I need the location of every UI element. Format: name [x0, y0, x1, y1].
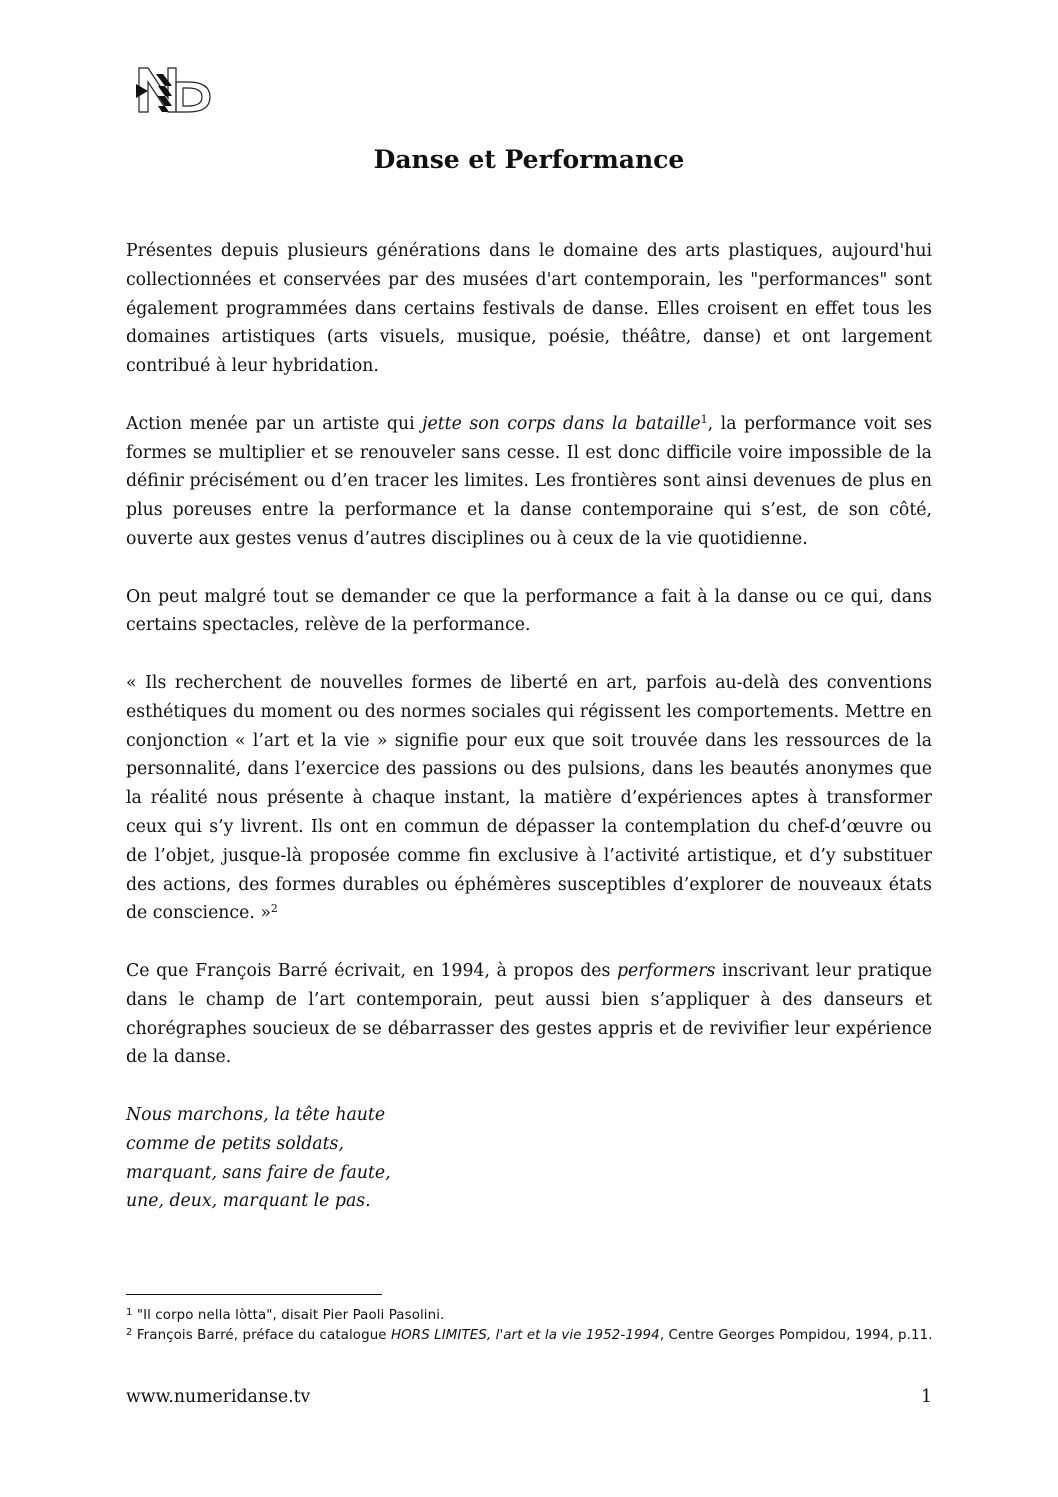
quote-text: « Ils recherchent de nouvelles formes de liberté en art, parfois au-delà des conventions esthétiques du moment ou des normes sociales qui régissent les comportements. Mettre en conjonction « l’art et la vie » signifie pour eux que soit trouvée dans les ressources de la personnalité, dans l’exercice des passions ou des pulsions, dans les beautés anonymes que la réalité nous présente à chaque instant, la matière d’expériences aptes à transformer ceux qui s’y livrent. Ils ont en commun de dépasser la contemplation du chef-d’œuvre ou de l’objet, jusque-là proposée comme fin exclusive à l’activité artistique, et d’y substituer des actions, des formes durables ou éphémères susceptibles d’explorer de nouveaux états de conscience. » — [126, 672, 932, 924]
footnotes — [126, 1306, 946, 1346]
footnote-divider — [126, 1294, 382, 1295]
footnote-2-start: François Barré, préface du catalogue — [132, 1328, 391, 1343]
footnote-ref-1[interactable]: 1 — [700, 412, 708, 426]
paragraph-action-start: Action menée par un artiste qui — [126, 413, 423, 434]
poem-line: comme de petits soldats, — [126, 1133, 344, 1154]
document-body — [126, 237, 932, 1216]
poem-line: Nous marchons, la tête haute — [126, 1104, 386, 1125]
paragraph-barre-end: inscrivant leur pratique dans le champ de l’art contemporain, peut aussi bien s’appliquer à des danseurs et chorégraphes soucieux de se débarrasser des gestes appris et de revivifier leur expérience de la danse. — [126, 960, 932, 1068]
catalogue-title: HORS LIMITES — [390, 1328, 487, 1343]
footnote-2-end: , Centre Georges Pompidou, 1994, p.11. — [659, 1328, 933, 1343]
paragraph-intro: Présentes depuis plusieurs générations dans le domaine des arts plastiques, aujourd'hui collectionnées et conservées par des musées d'art contemporain, les "performances" sont également programmées dans certains festivals de danse. Elles croisent en effet tous les domaines artistiques (arts visuels, musique, poésie, théâtre, danse) et ont largement contribué à leur hybridation. — [126, 241, 932, 377]
footnote-1-text: "Il corpo nella lòtta", disait Pier Paoli Pasolini. — [132, 1308, 445, 1323]
paragraph-action — [126, 410, 932, 554]
catalogue-subtitle: l'art et la vie 1952-1994 — [495, 1328, 660, 1343]
performers-italic: performers — [617, 960, 716, 981]
paragraph-barre-start: Ce que François Barré écrivait, en 1994, à propos des — [126, 960, 617, 981]
poem — [126, 1101, 932, 1216]
paragraph-question: On peut malgré tout se demander ce que la performance a fait à la danse ou ce qui, dans certains spectacles, relève de la performance. — [126, 586, 932, 636]
poem-line: marquant, sans faire de faute, — [126, 1162, 391, 1183]
paragraph-quote — [126, 669, 932, 928]
paragraph-action-end: , la performance voit ses formes se multiplier et se renouveler sans cesse. Il est donc difficile voire impossible de la définir précisément ou d’en tracer les limites. Les frontières sont ainsi devenues de plus en plus poreuses entre la performance et la danse contemporaine qui s’est, de son côté, ouverte aux gestes venus d’autres disciplines ou à ceux de la vie quotidienne. — [126, 413, 932, 549]
numeridanse-logo-icon — [134, 64, 214, 116]
footnote-1 — [126, 1306, 946, 1326]
quote-italic: jette son corps dans la bataille — [422, 413, 701, 434]
footer-website-link[interactable]: www.numeridanse.tv — [126, 1387, 311, 1407]
poem-line: une, deux, marquant le pas. — [126, 1191, 371, 1212]
paragraph-barre — [126, 957, 932, 1072]
page-number: 1 — [921, 1387, 932, 1407]
footnote-mark-1: 1 — [126, 1307, 133, 1318]
page-title: Danse et Performance — [373, 145, 685, 174]
footnote-mark-2: 2 — [126, 1327, 133, 1338]
catalogue-comma: , — [486, 1328, 496, 1343]
footnote-2 — [126, 1326, 946, 1346]
footnote-ref-2[interactable]: 2 — [270, 902, 278, 916]
